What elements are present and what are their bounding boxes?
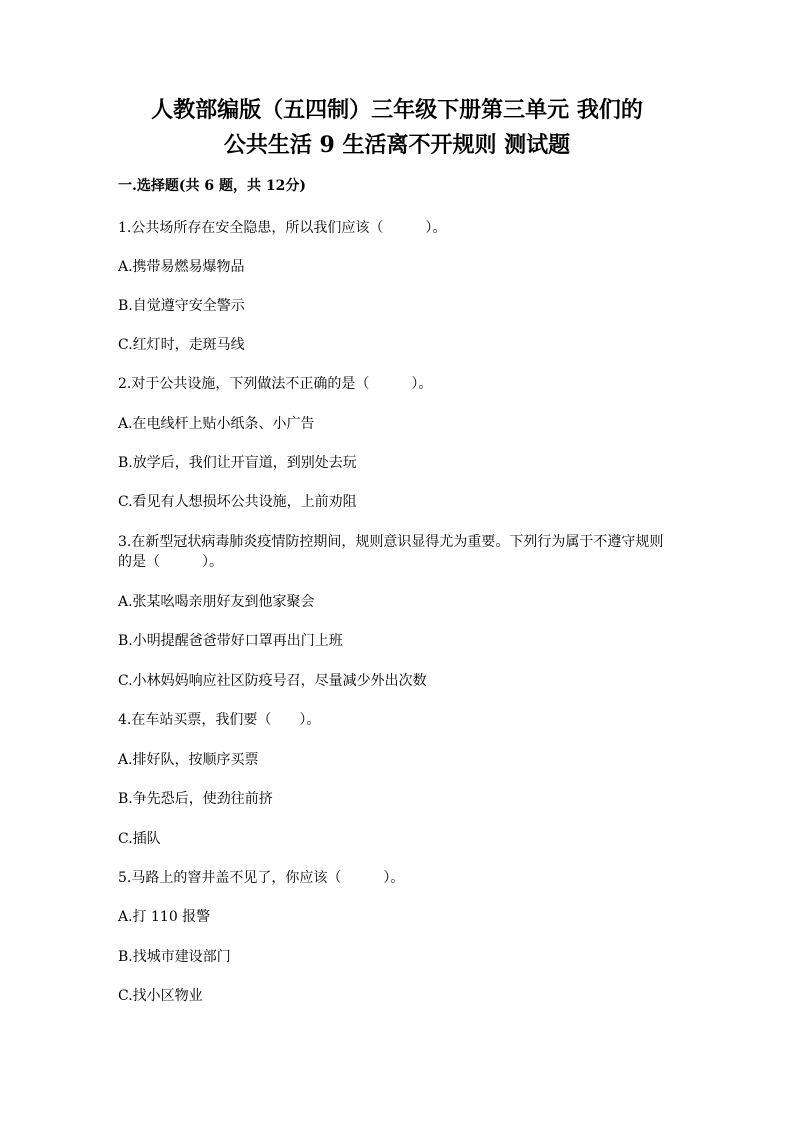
question-3-option-b: B.小明提醒爸爸带好口罩再出门上班 <box>118 633 343 649</box>
question-1-option-b: B.自觉遵守安全警示 <box>118 298 245 314</box>
question-5-option-c: C.找小区物业 <box>118 988 203 1004</box>
question-2-option-b: B.放学后，我们让开盲道，到别处去玩 <box>118 455 357 471</box>
question-2-option-c: C.看见有人想损坏公共设施，上前劝阻 <box>118 494 357 510</box>
question-1-stem: 1.公共场所存在安全隐患，所以我们应该（ ）。 <box>118 220 447 236</box>
question-5-option-b: B.找城市建设部门 <box>118 949 231 965</box>
question-4-stem: 4.在车站买票，我们要（ ）。 <box>118 712 321 728</box>
document-title-line-2: 公共生活 9 生活离不开规则 测试题 <box>223 132 571 158</box>
section-header: 一.选择题(共 6 题，共 12分) <box>118 178 306 194</box>
question-3-stem: 3.在新型冠状病毒肺炎疫情防控期间，规则意识显得尤为重要。下列行为属于不遵守规则的是（ ）。 <box>118 534 664 570</box>
question-3-option-a: A.张某吆喝亲朋好友到他家聚会 <box>118 594 315 610</box>
question-2-stem: 2.对于公共设施，下列做法不正确的是（ ）。 <box>118 376 433 392</box>
question-4-option-c: C.插队 <box>118 831 161 847</box>
question-1-option-c: C.红灯时，走斑马线 <box>118 337 245 353</box>
question-4-option-a: A.排好队，按顺序买票 <box>118 752 259 768</box>
question-3-option-c: C.小林妈妈响应社区防疫号召，尽量减少外出次数 <box>118 673 427 689</box>
question-1-option-a: A.携带易燃易爆物品 <box>118 259 245 275</box>
question-5-option-a: A.打 110 报警 <box>118 909 211 925</box>
question-5-stem: 5.马路上的窨井盖不见了，你应该（ ）。 <box>118 870 405 886</box>
question-2-option-a: A.在电线杆上贴小纸条、小广告 <box>118 416 315 432</box>
question-4-option-b: B.争先恐后，使劲往前挤 <box>118 791 273 807</box>
document-title-line-1: 人教部编版（五四制）三年级下册第三单元 我们的 <box>151 97 643 123</box>
